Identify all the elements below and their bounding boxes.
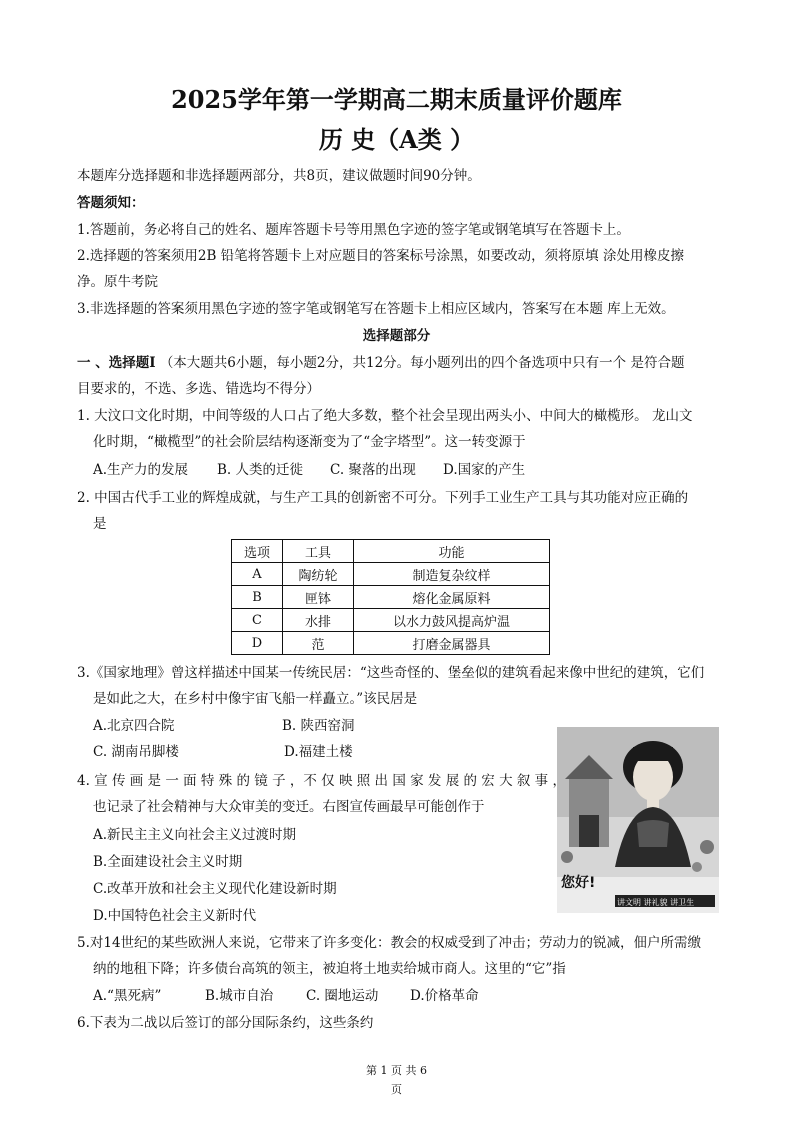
table-header-row	[232, 540, 550, 563]
table-row	[232, 563, 550, 586]
q6-stem: 6.下表为二战以后签订的部分国际条约，这些条约	[77, 1015, 374, 1031]
poster-slogan: 讲文明 讲礼貌 讲卫生	[617, 898, 695, 907]
notice-heading: 答题须知：	[77, 195, 145, 211]
part-heading	[77, 353, 684, 373]
q1-option-a: A.生产力的发展	[93, 462, 189, 478]
table-row	[232, 609, 550, 632]
q3-option-b: B. 陕西窑洞	[282, 718, 355, 734]
table-header-cell: 功能	[354, 540, 550, 563]
table-cell: D	[232, 632, 283, 655]
q3-option-d: D.福建土楼	[284, 744, 353, 760]
propaganda-poster-image	[557, 727, 719, 913]
q4-stem: 4. 宣 传 画 是 一 面 特 殊 的 镜 子 ，不 仅 映 照 出 国 家 发 展 的 宏 大 叙 事 ，	[77, 773, 566, 789]
q5-stem-cont: 纳的地租下降；许多债台高筑的领主，被迫将土地卖给城市商人。这里的“它”指	[93, 961, 566, 977]
table-cell: 匣钵	[283, 586, 354, 609]
q1-stem-cont: 化时期，“橄榄型”的社会阶层结构逐渐变为了“金字塔型”。这一转变源于	[93, 434, 526, 450]
section-title: 选择题部分	[362, 328, 431, 344]
notice-item-1: 1.答题前，务必将自己的姓名、题库答题卡号等用黑色字迹的签字笔或钢笔填写在答题卡上。	[77, 222, 630, 238]
page-number-cont: 页	[391, 1083, 402, 1096]
table-header-cell: 工具	[283, 540, 354, 563]
table-cell: 范	[283, 632, 354, 655]
table-cell: A	[232, 563, 283, 586]
part-label: 一 、选择题I	[77, 355, 156, 371]
subject-title: 历 史（A类 ）	[318, 125, 475, 154]
q1-option-b: B. 人类的迁徙	[217, 462, 304, 478]
q2-tools-table	[231, 539, 550, 655]
q4-option-d: D.中国特色社会主义新时代	[93, 908, 257, 924]
q3-option-c: C. 湖南吊脚楼	[93, 744, 179, 760]
table-header-cell: 选项	[232, 540, 283, 563]
q5-stem: 5.对14世纪的某些欧洲人来说，它带来了许多变化：教会的权威受到了冲击；劳动力的锐减，佃户所需缴	[77, 935, 702, 951]
table-cell: 制造复杂纹样	[354, 563, 550, 586]
table-cell: 以水力鼓风提高炉温	[354, 609, 550, 632]
notice-item-2: 2.选择题的答案须用2B 铅笔将答题卡上对应题目的答案标号涂黑，如要改动，须将原填 涂处用橡皮擦	[77, 248, 684, 264]
q2-stem-cont: 是	[93, 516, 107, 532]
part-description: （本大题共6小题，每小题2分，共12分。每小题列出的四个备选项中只有一个 是符合题	[159, 355, 685, 371]
table-cell: B	[232, 586, 283, 609]
table-cell: 打磨金属器具	[354, 632, 550, 655]
q1-option-c: C. 聚落的出现	[330, 462, 416, 478]
q4-option-c: C.改革开放和社会主义现代化建设新时期	[93, 881, 337, 897]
intro-text: 本题库分选择题和非选择题两部分，共8页，建议做题时间90分钟。	[77, 168, 481, 184]
q1-stem: 1. 大汶口文化时期，中间等级的人口占了绝大多数，整个社会呈现出两头小、中间大的橄榄形。 龙山文	[77, 408, 693, 424]
poster-greeting: 您好!	[561, 875, 596, 891]
table-cell: 熔化金属原料	[354, 586, 550, 609]
q5-option-a: A.“黑死病”	[93, 988, 162, 1004]
table-cell: C	[232, 609, 283, 632]
q5-option-d: D.价格革命	[410, 988, 479, 1004]
q2-stem: 2. 中国古代手工业的辉煌成就，与生产工具的创新密不可分。下列手工业生产工具与其功能对应正确的	[77, 490, 689, 506]
q4-option-a: A.新民主主义向社会主义过渡时期	[93, 827, 297, 843]
notice-item-3: 3.非选择题的答案须用黑色字迹的签字笔或钢笔写在答题卡上相应区域内，答案写在本题 库上无效。	[77, 301, 675, 317]
q3-stem-cont: 是如此之大，在乡村中像宇宙飞船一样矗立。”该民居是	[93, 691, 418, 707]
table-cell: 水排	[283, 609, 354, 632]
q1-option-d: D.国家的产生	[443, 462, 526, 478]
table-row	[232, 632, 550, 655]
q3-stem: 3.《国家地理》曾这样描述中国某一传统民居：“这些奇怪的、堡垒似的建筑看起来像中世纪的建筑，它们	[77, 665, 705, 681]
q4-option-b: B.全面建设社会主义时期	[93, 854, 243, 870]
table-row	[232, 586, 550, 609]
table-cell: 陶纺轮	[283, 563, 354, 586]
q3-option-a: A.北京四合院	[93, 718, 175, 734]
q4-stem-cont: 也记录了社会精神与大众审美的变迁。右图宣传画最早可能创作于	[93, 799, 485, 815]
notice-item-2-cont: 净。原牛考院	[77, 274, 158, 290]
part-description-cont: 目要求的，不选、多选、错选均不得分）	[77, 381, 320, 397]
q5-option-b: B.城市自治	[205, 988, 274, 1004]
page-number: 第 1 页 共 6	[366, 1064, 427, 1077]
q5-option-c: C. 圈地运动	[306, 988, 379, 1004]
exam-title: 2025学年第一学期高二期末质量评价题库	[171, 85, 622, 114]
